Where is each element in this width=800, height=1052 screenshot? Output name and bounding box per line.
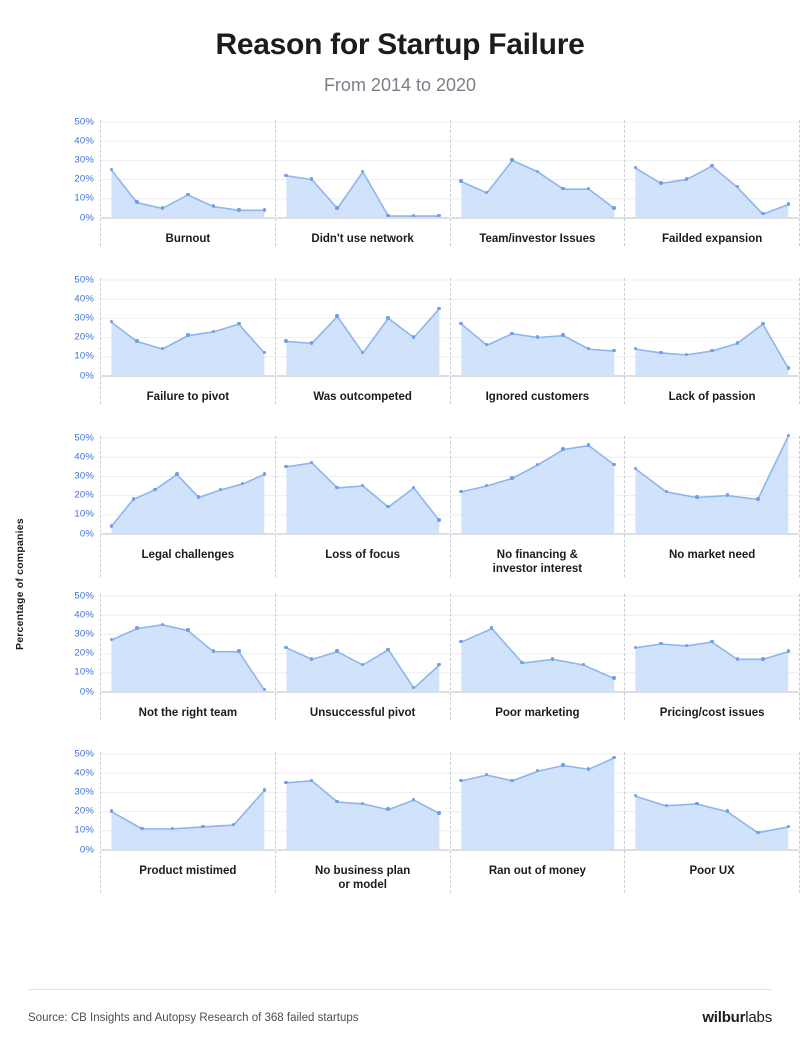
chart-panel	[450, 120, 625, 247]
y-axis-tick: 20%	[74, 489, 94, 501]
panel-plot	[625, 752, 799, 852]
panel-plot	[451, 752, 625, 852]
data-point	[237, 649, 240, 652]
data-point	[175, 472, 178, 475]
panel-label: Ran out of money	[488, 864, 586, 877]
y-axis-tick: 10%	[74, 508, 94, 520]
panel-label: Burnout	[165, 232, 211, 245]
data-point	[665, 804, 668, 807]
panel-label: Ignored customers	[485, 390, 590, 403]
data-point	[310, 341, 313, 344]
chart-panel	[450, 594, 625, 721]
panel-group	[100, 120, 800, 247]
data-point	[212, 204, 215, 207]
y-axis-tick: 40%	[74, 293, 94, 305]
data-point	[212, 649, 215, 652]
y-axis-label-text: Percentage of companies	[14, 517, 26, 650]
panel-plot	[101, 278, 275, 378]
panel-group	[100, 594, 800, 721]
data-point	[335, 486, 338, 489]
small-multiples-chart	[0, 116, 800, 910]
y-axis-tick: 10%	[74, 350, 94, 362]
chart-rows	[0, 116, 800, 910]
chart-panel	[275, 120, 450, 247]
data-point	[437, 811, 440, 814]
chart-panel	[100, 594, 275, 721]
data-point	[510, 158, 513, 161]
chart-panel	[624, 278, 800, 405]
infographic-page	[0, 28, 800, 1052]
data-point	[135, 626, 138, 629]
y-axis-tick: 10%	[74, 666, 94, 678]
panel-plot	[101, 594, 275, 694]
chart-panel	[624, 752, 800, 893]
data-point	[153, 488, 156, 491]
chart-panel	[275, 752, 450, 893]
data-point	[459, 640, 462, 643]
chart-panel	[624, 120, 800, 247]
data-point	[110, 809, 113, 812]
data-point	[135, 200, 138, 203]
y-axis-tick: 50%	[74, 274, 94, 285]
data-point	[186, 193, 189, 196]
data-point	[510, 779, 513, 782]
data-point	[561, 333, 564, 336]
chart-panel	[100, 752, 275, 893]
data-point	[561, 447, 564, 450]
y-axis-tick: 30%	[74, 628, 94, 640]
y-axis	[32, 116, 100, 223]
data-point	[263, 208, 266, 211]
panel-label: Failded expansion	[661, 232, 763, 245]
panel-plot	[625, 436, 799, 536]
data-point	[756, 831, 759, 834]
data-point	[132, 497, 135, 500]
data-point	[459, 779, 462, 782]
panel-label: Unsuccessful pivot	[309, 706, 416, 719]
data-point	[612, 206, 615, 209]
data-point	[140, 827, 143, 830]
data-point	[212, 330, 215, 333]
data-point	[536, 335, 539, 338]
chart-panel	[450, 278, 625, 405]
y-axis-tick: 20%	[74, 647, 94, 659]
chart-panel	[100, 278, 275, 405]
panel-plot	[276, 594, 450, 694]
data-point	[659, 642, 662, 645]
data-point	[335, 206, 338, 209]
y-axis-tick: 50%	[74, 748, 94, 759]
data-point	[437, 214, 440, 217]
data-point	[284, 781, 287, 784]
panel-label: Poor marketing	[495, 706, 580, 719]
data-point	[665, 490, 668, 493]
y-axis-tick: 40%	[74, 767, 94, 779]
y-axis-tick: 20%	[74, 805, 94, 817]
page-subtitle: From 2014 to 2020	[323, 74, 477, 95]
data-point	[612, 349, 615, 352]
data-point	[263, 788, 266, 791]
data-point	[612, 463, 615, 466]
y-axis	[32, 748, 100, 855]
y-axis-tick: 30%	[74, 786, 94, 798]
footer-divider	[28, 989, 772, 990]
y-axis	[32, 274, 100, 381]
panel-plot	[101, 752, 275, 852]
data-point	[386, 648, 389, 651]
data-point	[437, 663, 440, 666]
data-point	[536, 463, 539, 466]
data-point	[437, 307, 440, 310]
data-point	[561, 187, 564, 190]
data-point	[186, 333, 189, 336]
panel-label: Poor UX	[689, 864, 735, 877]
data-point	[335, 800, 338, 803]
brand-name-light: labs	[745, 1009, 772, 1026]
panel-plot	[451, 278, 625, 378]
y-axis-tick: 50%	[74, 116, 94, 127]
data-point	[761, 657, 764, 660]
panel-label: No financing & investor interest	[492, 548, 583, 576]
y-axis-tick: 40%	[74, 609, 94, 621]
chart-row	[0, 274, 800, 436]
chart-row	[0, 116, 800, 278]
data-point	[186, 628, 189, 631]
data-point	[756, 497, 759, 500]
y-axis-tick: 0%	[79, 370, 94, 381]
panel-plot	[101, 436, 275, 536]
panel-plot	[451, 436, 625, 536]
data-point	[612, 756, 615, 759]
panel-plot	[276, 436, 450, 536]
panel-plot	[451, 120, 625, 220]
panel-plot	[625, 120, 799, 220]
panel-label: No business plan or model	[315, 864, 411, 892]
page-title: Reason for Startup Failure	[215, 28, 585, 61]
panel-label: Failure to pivot	[146, 390, 230, 403]
data-point	[335, 314, 338, 317]
panel-group	[100, 436, 800, 577]
chart-panel	[100, 436, 275, 577]
data-point	[510, 332, 513, 335]
y-axis-tick: 30%	[74, 470, 94, 482]
data-point	[237, 322, 240, 325]
y-axis-tick: 20%	[74, 173, 94, 185]
y-axis	[32, 432, 100, 539]
panel-plot	[276, 278, 450, 378]
data-point	[587, 443, 590, 446]
panel-label: Didn't use network	[311, 232, 414, 245]
data-point	[284, 174, 287, 177]
panel-label: Team/investor Issues	[479, 232, 596, 245]
data-point	[263, 472, 266, 475]
data-point	[490, 626, 493, 629]
data-point	[459, 179, 462, 182]
y-axis-tick: 0%	[79, 686, 94, 697]
data-point	[335, 649, 338, 652]
panel-label: Legal challenges	[141, 548, 235, 561]
panel-plot	[276, 120, 450, 220]
panel-label: Not the right team	[138, 706, 238, 719]
data-point	[412, 335, 415, 338]
y-axis-tick: 30%	[74, 154, 94, 166]
data-point	[459, 490, 462, 493]
source-note: Source: CB Insights and Autopsy Research of 368 failed startups	[28, 1011, 359, 1024]
data-point	[736, 341, 739, 344]
panel-plot	[276, 752, 450, 852]
data-point	[695, 495, 698, 498]
y-axis-tick: 0%	[79, 844, 94, 855]
panel-label: Product mistimed	[139, 864, 237, 877]
data-point	[510, 476, 513, 479]
chart-panel	[450, 436, 625, 577]
panel-label: Lack of passion	[668, 390, 756, 403]
chart-row	[0, 432, 800, 594]
data-point	[736, 657, 739, 660]
data-point	[459, 322, 462, 325]
footer	[28, 1009, 772, 1026]
y-axis-tick: 50%	[74, 590, 94, 601]
panel-group	[100, 752, 800, 893]
data-point	[110, 524, 113, 527]
chart-panel	[275, 436, 450, 577]
panel-plot	[625, 594, 799, 694]
panel-plot	[451, 594, 625, 694]
data-point	[386, 807, 389, 810]
data-point	[612, 676, 615, 679]
data-point	[659, 181, 662, 184]
y-axis-tick: 0%	[79, 212, 94, 223]
y-axis-tick: 40%	[74, 451, 94, 463]
y-axis-tick: 0%	[79, 528, 94, 539]
data-point	[284, 339, 287, 342]
y-axis-tick: 40%	[74, 135, 94, 147]
y-axis-tick: 10%	[74, 824, 94, 836]
chart-panel	[624, 594, 800, 721]
data-point	[551, 657, 554, 660]
y-axis	[32, 590, 100, 697]
data-point	[710, 349, 713, 352]
data-point	[161, 623, 164, 626]
data-point	[284, 465, 287, 468]
panel-plot	[101, 120, 275, 220]
data-point	[659, 351, 662, 354]
data-point	[201, 825, 204, 828]
panel-label: No market need	[668, 548, 756, 561]
data-point	[726, 493, 729, 496]
brand-name-bold: wilbur	[702, 1009, 746, 1026]
chart-panel	[275, 594, 450, 721]
y-axis-tick: 10%	[74, 192, 94, 204]
y-axis-tick: 50%	[74, 432, 94, 443]
brand-logo	[702, 1009, 772, 1026]
data-point	[284, 646, 287, 649]
data-point	[437, 518, 440, 521]
chart-panel	[450, 752, 625, 893]
data-point	[787, 366, 790, 369]
data-point	[310, 657, 313, 660]
panel-group	[100, 278, 800, 405]
data-point	[710, 640, 713, 643]
data-point	[135, 339, 138, 342]
panel-label: Was outcompeted	[313, 390, 412, 403]
data-point	[386, 316, 389, 319]
chart-panel	[100, 120, 275, 247]
y-axis-tick: 20%	[74, 331, 94, 343]
data-point	[587, 767, 590, 770]
y-axis-tick: 30%	[74, 312, 94, 324]
chart-panel	[275, 278, 450, 405]
data-point	[237, 208, 240, 211]
panel-label: Loss of focus	[325, 548, 400, 561]
data-point	[561, 763, 564, 766]
chart-panel	[624, 436, 800, 577]
data-point	[386, 214, 389, 217]
chart-row	[0, 590, 800, 752]
chart-row	[0, 748, 800, 910]
panel-label: Pricing/cost issues	[659, 706, 765, 719]
data-point	[695, 802, 698, 805]
data-point	[787, 202, 790, 205]
panel-plot	[625, 278, 799, 378]
data-point	[726, 809, 729, 812]
data-point	[161, 206, 164, 209]
